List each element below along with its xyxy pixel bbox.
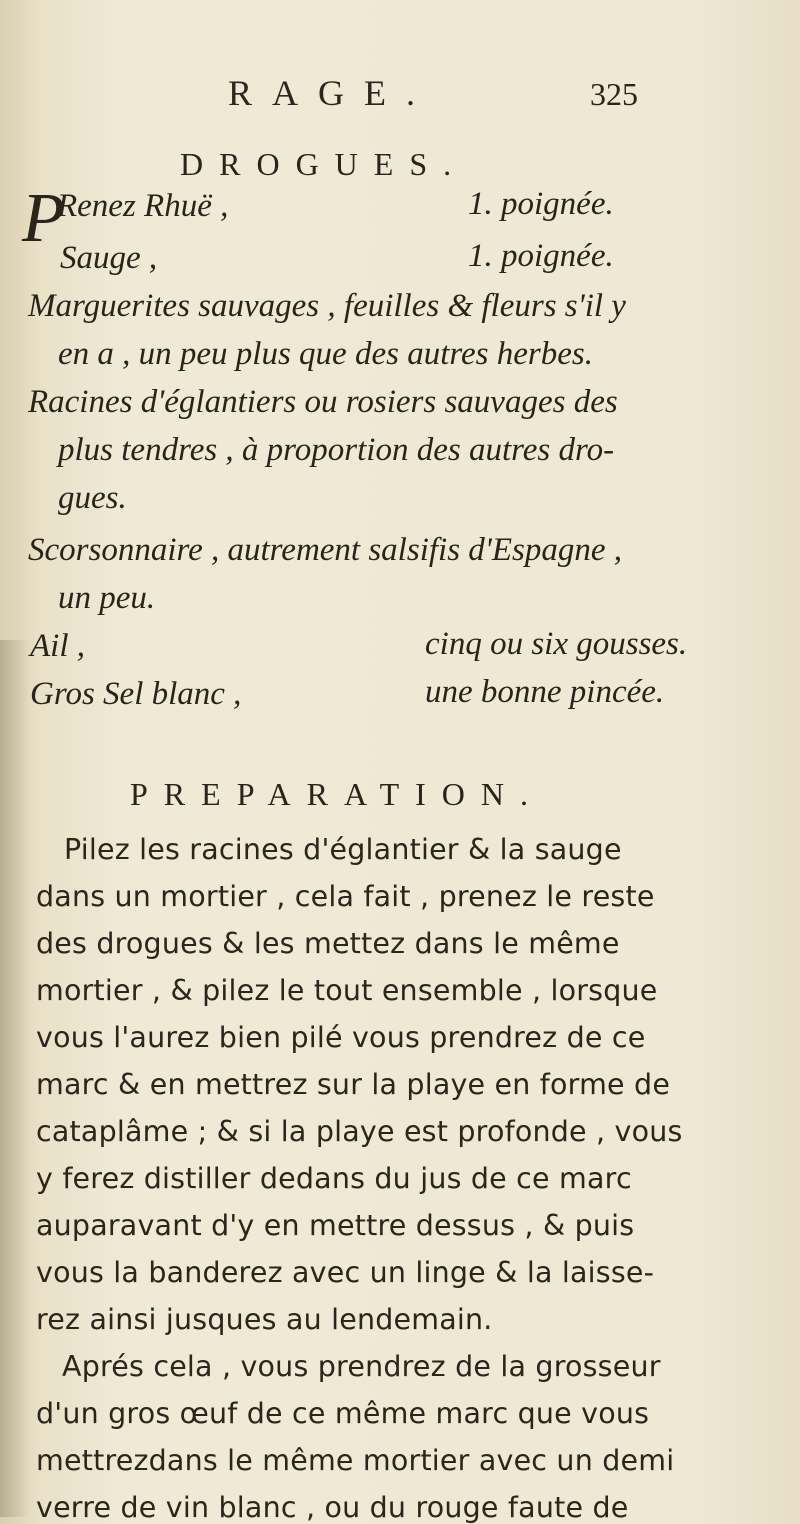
ingredient-line: Marguerites sauvages , feuilles & fleurs s'il y xyxy=(28,288,626,324)
text-line: des drogues & les mettez dans le même xyxy=(36,927,620,960)
page-number: 325 xyxy=(590,76,638,112)
drop-cap: P xyxy=(22,180,65,257)
drugs-heading: DROGUES. xyxy=(180,146,468,182)
ingredient-name: Renez Rhuë , xyxy=(57,188,229,224)
ingredient-line: gues. xyxy=(58,480,127,516)
ingredient-name: Sauge , xyxy=(60,240,158,276)
text-line: d'un gros œuf de ce même marc que vous xyxy=(36,1397,650,1430)
page-shadow xyxy=(0,640,30,1517)
text-line: mettrezdans le même mortier avec un demi xyxy=(36,1444,675,1477)
text-line: rez ainsi jusques au lendemain. xyxy=(36,1303,493,1336)
text-line: Aprés cela , vous prendrez de la grosseur xyxy=(62,1350,661,1383)
text-line: vous l'aurez bien pilé vous prendrez de ce xyxy=(36,1021,646,1054)
ingredient-qty: 1. poignée. xyxy=(468,238,614,274)
ingredient-line: Scorsonnaire , autrement salsifis d'Espagne , xyxy=(28,532,622,568)
text-line: verre de vin blanc , ou du rouge faute de xyxy=(36,1491,629,1524)
ingredient-name: Ail , xyxy=(30,628,85,664)
running-title: RAGE. xyxy=(228,73,435,113)
ingredient-name: Gros Sel blanc , xyxy=(30,676,242,712)
ingredient-line: plus tendres , à proportion des autres dro- xyxy=(58,432,615,468)
text-line: y ferez distiller dedans du jus de ce marc xyxy=(36,1162,632,1195)
ingredient-qty: une bonne pincée. xyxy=(425,674,665,710)
text-line: auparavant d'y en mettre dessus , & puis xyxy=(36,1209,635,1242)
ingredient-qty: cinq ou six gousses. xyxy=(425,626,688,662)
text-line: marc & en mettrez sur la playe en forme de xyxy=(36,1068,671,1101)
ingredient-line: un peu. xyxy=(58,580,156,616)
text-line: dans un mortier , cela fait , prenez le reste xyxy=(36,880,655,913)
text-line: cataplâme ; & si la playe est profonde , vous xyxy=(36,1115,683,1148)
ingredient-line: en a , un peu plus que des autres herbes. xyxy=(58,336,593,372)
text-line: Pilez les racines d'églantier & la sauge xyxy=(64,833,622,866)
text-line: mortier , & pilez le tout ensemble , lorsque xyxy=(36,974,658,1007)
preparation-heading: PREPARATION. xyxy=(130,776,544,812)
ingredient-line: Racines d'églantiers ou rosiers sauvages des xyxy=(28,384,618,420)
text-line: vous la banderez avec un linge & la laisse- xyxy=(36,1256,655,1289)
ingredient-qty: 1. poignée. xyxy=(468,186,614,222)
